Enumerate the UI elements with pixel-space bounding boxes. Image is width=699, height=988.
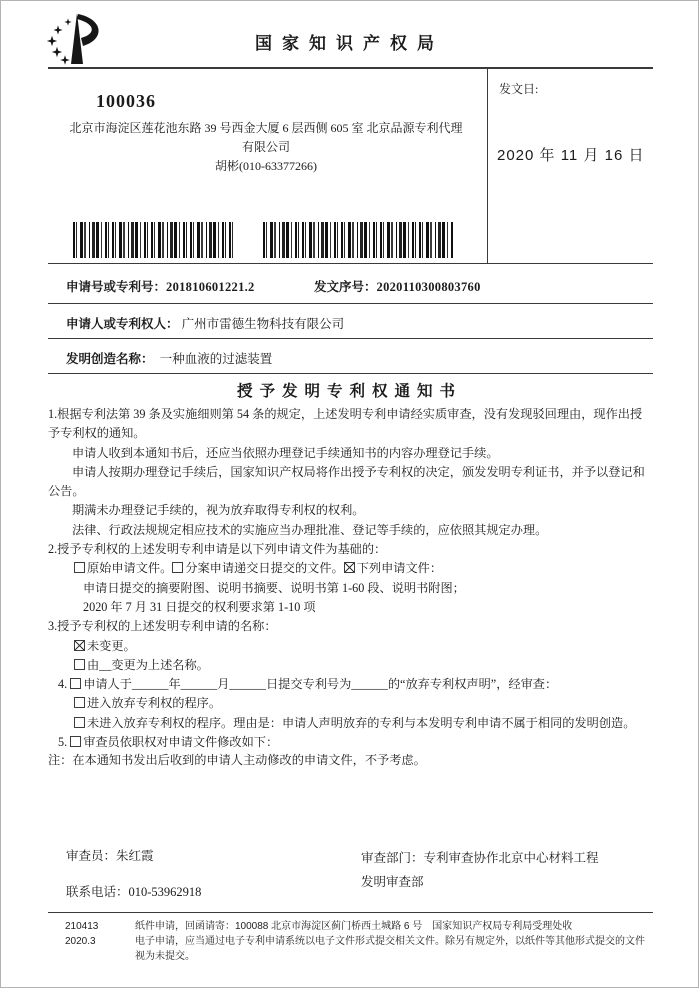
body-text: 3.授予专利权的上述发明专利申请的名称：	[48, 619, 277, 634]
body-line	[48, 598, 654, 617]
invention-title-label: 发明创造名称：	[66, 352, 154, 366]
body-text: 分案申请递交日提交的文件。	[185, 561, 344, 576]
body-line	[48, 540, 654, 559]
divider	[48, 338, 653, 339]
body-text: 申请人收到本通知书后，还应当依照办理登记手续通知书的内容办理登记手续。	[72, 445, 499, 460]
barcode	[73, 222, 233, 258]
body-line	[48, 501, 654, 520]
body-line	[48, 559, 654, 578]
body-line	[48, 521, 654, 540]
application-number-field	[66, 277, 255, 295]
body-text: 进入放弃专利权的程序。	[87, 696, 222, 711]
body-text: 下列申请文件：	[356, 561, 443, 576]
phone-field	[66, 882, 201, 900]
checkbox-unchecked-icon	[70, 736, 81, 747]
body-text: 未进入放弃专利权的程序。理由是：申请人声明放弃的专利与本发明专利申请不属于相同的发明创造。	[87, 715, 636, 730]
checkbox-checked-icon	[344, 562, 355, 573]
body-text: 由__变更为上述名称。	[87, 657, 209, 672]
postal-code: 100036	[96, 91, 156, 111]
body-line	[48, 714, 654, 733]
date-box-divider	[487, 67, 488, 263]
department-field	[361, 846, 651, 894]
body-text: 未变更。	[87, 638, 136, 653]
body-line	[48, 694, 654, 713]
applicant-label: 申请人或专利权人：	[66, 317, 179, 331]
footer-instructions	[135, 919, 651, 964]
applicant-field	[66, 314, 344, 332]
checkbox-unchecked-icon	[172, 562, 183, 573]
department-line2: 发明审查部	[361, 875, 424, 889]
footer-line-electronic: 电子申请，应当通过电子专利申请系统以电子文件形式提交相关文件。除另有规定外，以纸件等其他形式提交的文件视为未提交。	[135, 936, 645, 962]
body-text: 法律、行政法规规定相应技术的实施应当办理批准、登记等手续的，应依照其规定办理。	[72, 522, 548, 537]
body-line	[48, 675, 654, 694]
body-text: 申请人于______年______月______日提交专利号为______的“放弃专利权声明”，经审查：	[83, 677, 558, 692]
barcode	[263, 222, 454, 258]
checkbox-unchecked-icon	[74, 562, 85, 573]
body-line	[48, 463, 654, 502]
body-line	[48, 444, 654, 463]
dispatch-number-label: 发文序号：	[314, 280, 377, 294]
application-number-label: 申请号或专利号：	[66, 280, 167, 294]
divider	[48, 373, 653, 374]
application-number-value: 201810601221.2	[166, 280, 255, 294]
body-text: 申请日提交的摘要附图、说明书摘要、说明书第 1-60 段、说明书附图；	[83, 580, 465, 595]
body-line	[48, 656, 654, 675]
examiner-field	[66, 846, 154, 864]
body-line	[48, 733, 654, 752]
invention-title-field	[66, 349, 272, 367]
body-text: 2.授予专利权的上述发明专利申请是以下列申请文件为基础的：	[48, 542, 387, 557]
department-line1: 专利审查协作北京中心材料工程	[423, 851, 599, 865]
divider	[48, 303, 653, 304]
recipient-address-block	[67, 119, 465, 176]
examiner-name: 朱红霞	[116, 849, 154, 863]
divider	[48, 263, 653, 264]
body-text: 审查员依职权对申请文件修改如下：	[83, 735, 279, 750]
applicant-value: 广州市雷德生物科技有限公司	[181, 317, 345, 331]
dispatch-number-field	[314, 277, 481, 295]
recipient-contact: 胡彬(010-63377266)	[215, 159, 317, 173]
notice-body	[48, 405, 654, 752]
body-text: 原始申请文件。	[87, 561, 173, 576]
body-line	[48, 405, 654, 444]
invention-title-value: 一种血液的过滤装置	[159, 352, 273, 366]
dispatch-date-label: 发文日:	[499, 82, 539, 96]
phone-value: 010-53962918	[128, 885, 202, 899]
checkbox-unchecked-icon	[74, 659, 85, 670]
footer-line-paper: 纸件申请，回函请寄：100088 北京市海淀区蓟门桥西土城路 6 号 国家知识产权局专利局受理处收	[135, 921, 573, 932]
body-text: 5.	[58, 735, 71, 750]
checkbox-unchecked-icon	[70, 678, 81, 689]
dispatch-date: 2020 年 11 月 16 日	[497, 147, 645, 164]
body-text: 4.	[58, 677, 71, 692]
body-line	[48, 637, 654, 656]
checkbox-checked-icon	[74, 640, 85, 651]
body-text: 申请人按期办理登记手续后，国家知识产权局将作出授予专利权的决定，颁发发明专利证书，并予以登记和公告。	[48, 464, 645, 499]
examiner-label: 审查员：	[66, 849, 117, 863]
phone-label: 联系电话：	[66, 885, 129, 899]
checkbox-unchecked-icon	[74, 717, 85, 728]
notice-title: 授予发明专利权通知书	[236, 383, 462, 400]
checkbox-unchecked-icon	[74, 697, 85, 708]
recipient-address: 北京市海淀区莲花池东路 39 号西金大厦 6 层西侧 605 室 北京品源专利代理有限公司	[69, 121, 463, 154]
body-line	[48, 617, 654, 636]
body-line	[48, 579, 654, 598]
form-date: 2020.3	[65, 936, 96, 947]
body-text: 2020 年 7 月 31 日提交的权利要求第 1-10 项	[83, 599, 316, 614]
form-code: 210413	[65, 921, 99, 932]
footer-divider	[48, 912, 653, 913]
note-line: 注：在本通知书发出后收到的申请人主动修改的申请文件，不予考虑。	[48, 753, 426, 767]
agency-title: 国家知识产权局	[255, 34, 444, 53]
body-text: 期满未办理登记手续的，视为放弃取得专利权的权利。	[72, 503, 365, 518]
form-code-block	[65, 919, 98, 949]
body-text: 1.根据专利法第 39 条及实施细则第 54 条的规定，上述发明专利申请经实质审查，没有发现驳回理由，现作出授予专利权的通知。	[48, 407, 643, 441]
dispatch-number-value: 2020110300803760	[376, 280, 481, 294]
header-divider	[48, 67, 653, 69]
department-label: 审查部门：	[361, 851, 424, 865]
